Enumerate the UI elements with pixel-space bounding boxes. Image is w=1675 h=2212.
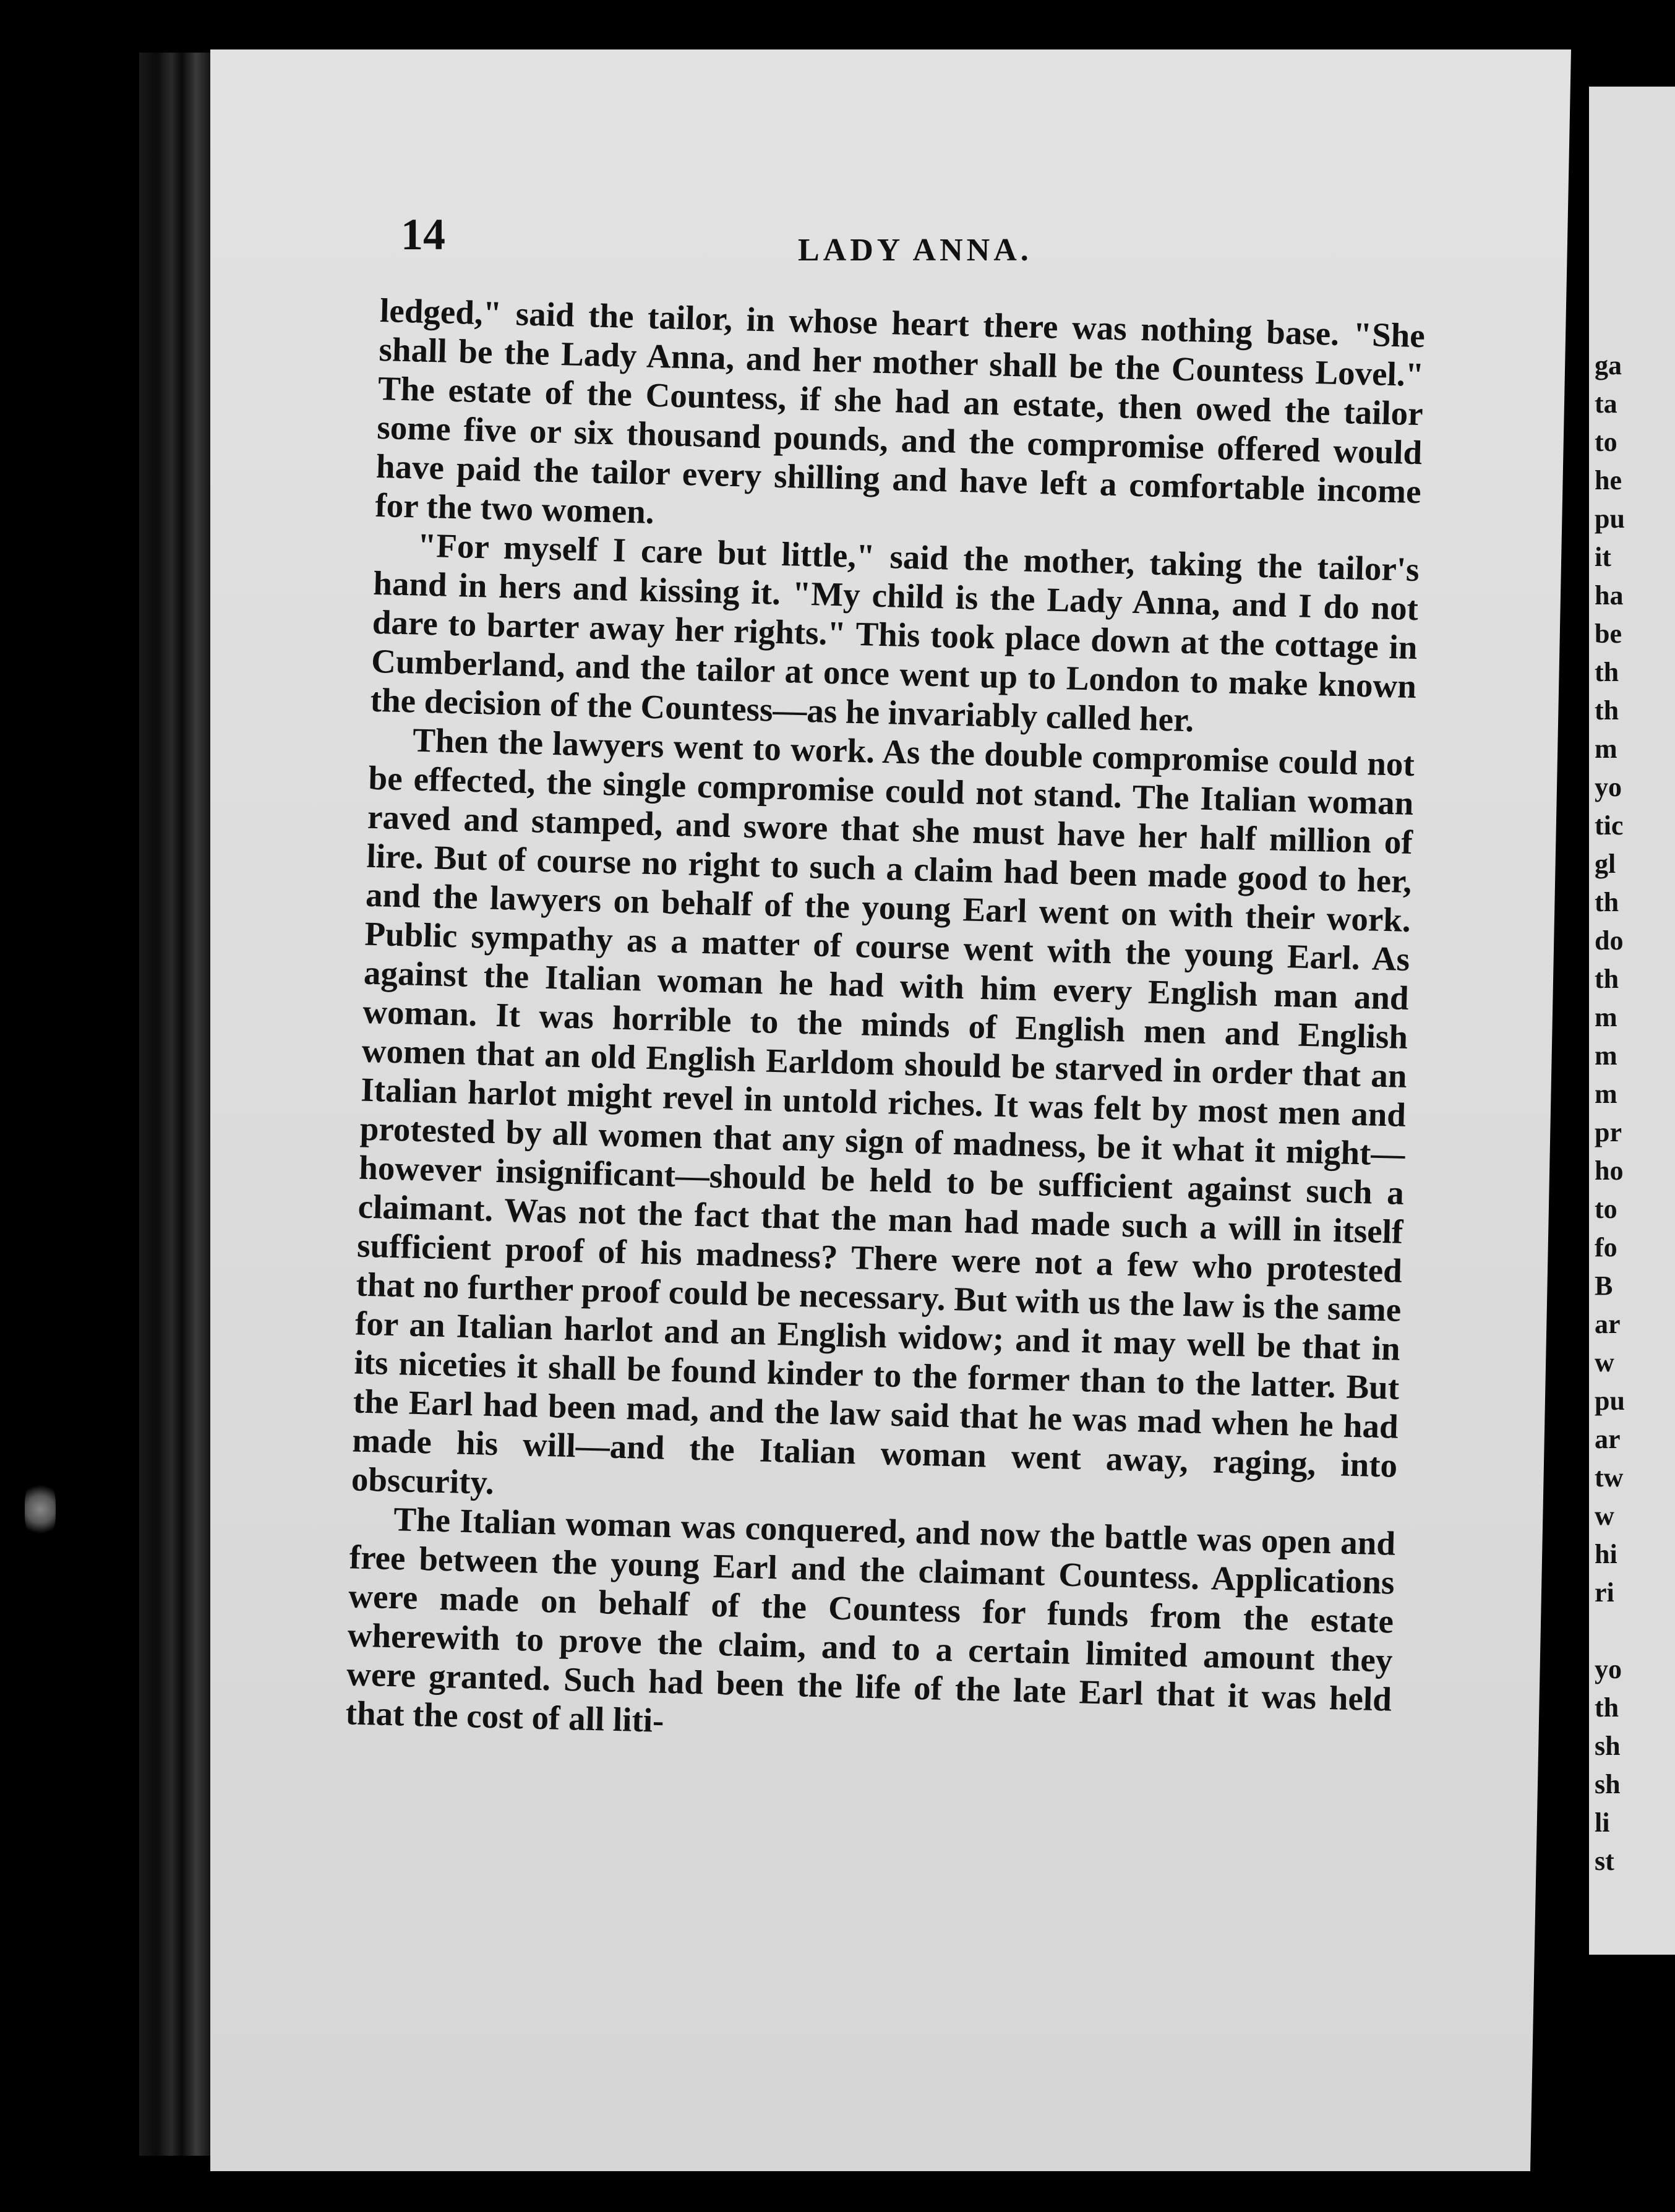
paragraph: ledged," said the tailor, in whose heart there was nothing base. "She shall be the Lady Anna, and her mother shall be the Countess Lovel." The estate of the Countess, if she had an estate, then owed the tailor some five or six thousand pounds, and the compromise offered would have paid the tailor every shilling and have left a comfortable income for the two women. <box>374 291 1426 531</box>
page-number: 14 <box>401 210 445 259</box>
book-binding-edge <box>139 53 210 2156</box>
body-text <box>345 291 1425 1758</box>
running-title: LADY ANNA. <box>798 233 1032 268</box>
paragraph: Then the lawyers went to work. As the double compromise could not be effected, the single compromise could not stand. The Italian woman raved and stamped, and swore that she must have her half million of lire. But of course no right to such a claim had been made good to her, and the lawyers on behalf of the young Earl went on with their work. Public sympathy as a matter of course went with the young Earl. As against the Italian woman he had with him every English man and woman. It was horrible to the minds of English men and English women that an old English Earldom should be starved in order that an Italian harlot might revel in untold riches. It was felt by most men and protested by all women that any sign of madness, be it what it might—however insignificant—should be held to be sufficient against such a claimant. Was not the fact that the man had made such a will in itself sufficient proof of his madness? There were not a few who protested that no further proof could be necessary. But with us the law is the same for an Italian harlot and an English widow; and it may well be that in its niceties it shall be found kinder to the former than to the latter. But the Earl had been mad, and the law said that he was mad when he had made his will—and the Italian woman went away, raging, into obscurity. <box>351 721 1415 1502</box>
paragraph: The Italian woman was conquered, and now the battle was open and free between the young Earl and the claimant Countess. Applications were made on behalf of the Countess for funds from the estate wherewith to prove the claim, and to a certain limited amount they were granted. Such had been the life of the late Earl that it was held that the cost of all liti- <box>345 1500 1396 1739</box>
scan-artifact <box>25 1478 56 1540</box>
paragraph: "For myself I care but little," said the mother, taking the tailor's hand in hers and kissing it. "My child is the Lady Anna, and I do not dare to barter away her rights." This took place down at the cottage in Cumberland, and the tailor at once went up to London to make known the decision of the Countess—as he invariably called her. <box>370 526 1420 739</box>
page-gutter <box>1580 87 1589 1955</box>
adjacent-page-text: ga ta to he pu it ha be th th m yo tic gl th do th m m m pr ho to fo B ar w pu ar tw w hi ri yo th sh sh li st <box>1595 350 1625 1876</box>
